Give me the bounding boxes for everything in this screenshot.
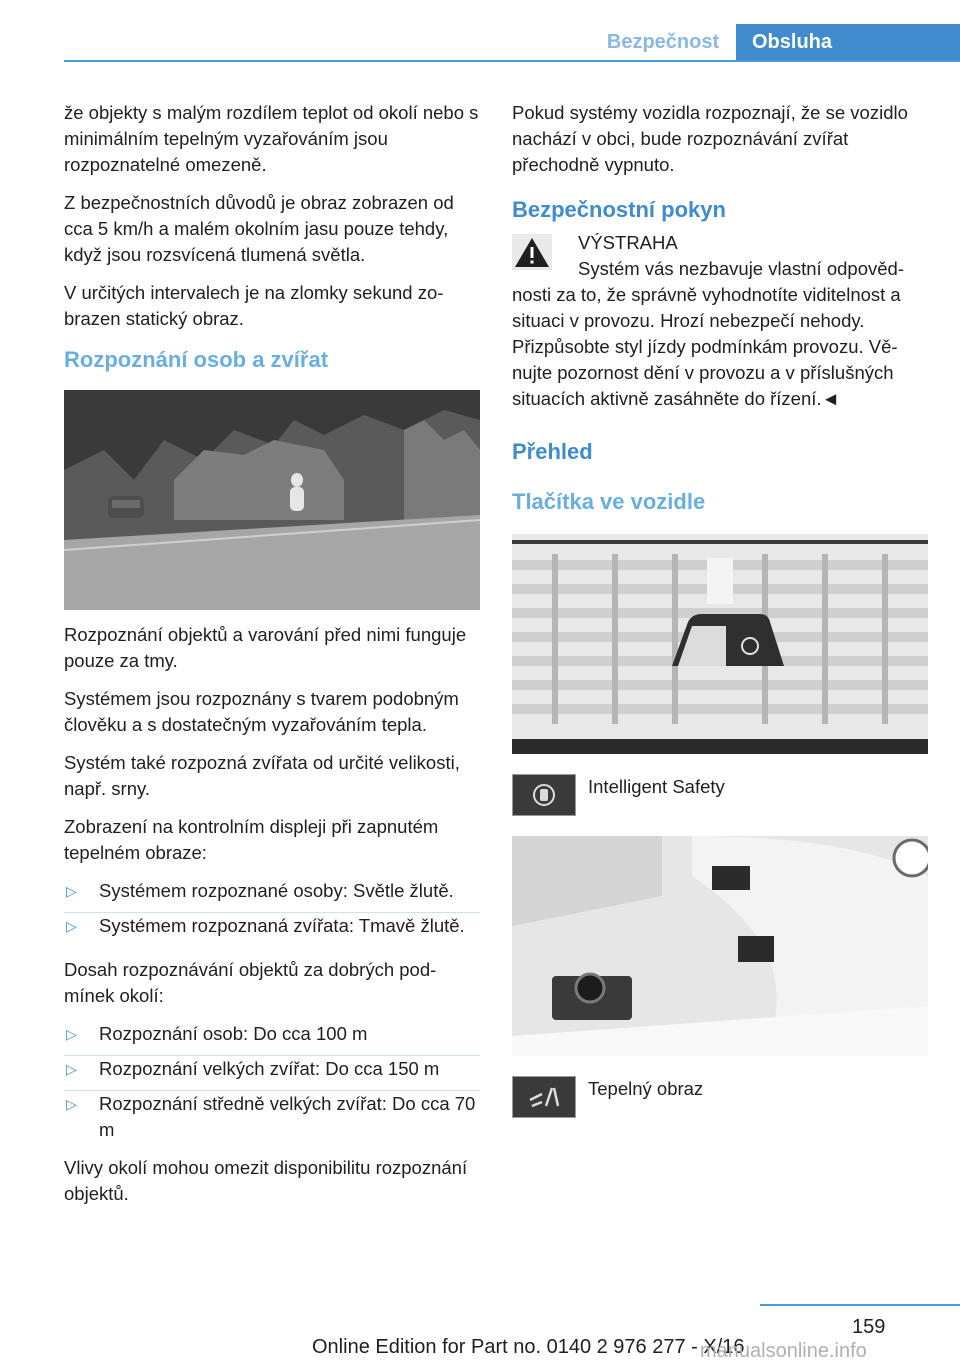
bullet-triangle-icon: ▷	[66, 918, 77, 934]
thermal-image-button-icon[interactable]	[512, 1076, 576, 1118]
section-heading-overview: Přehled	[512, 439, 593, 464]
bullet-triangle-icon: ▷	[66, 1096, 77, 1112]
intelligent-safety-row	[512, 774, 930, 816]
intelligent-safety-label: Intelligent Safety	[588, 776, 725, 797]
page-header	[0, 0, 960, 62]
right-column	[512, 100, 930, 1118]
paragraph: Rozpoznání objektů a varování před nimi funguje pouze za tmy.	[64, 624, 467, 671]
paragraph: Systém také rozpozná zvířata od určité velikosti, např. srny.	[64, 752, 460, 799]
bullet-triangle-icon: ▷	[66, 1026, 77, 1042]
warning-triangle-icon	[512, 234, 552, 270]
list-item: ▷ Rozpoznání osob: Do cca 100 m	[64, 1021, 480, 1047]
paragraph: Systémem jsou rozpoznány s tvarem podobným člověku a s dostatečným vyzařováním tepla.	[64, 688, 459, 735]
header-divider	[64, 60, 960, 62]
list-item: ▷ Systémem rozpoznaná zvířata: Tmavě žlutě.	[64, 912, 480, 939]
thermal-night-scene-image	[64, 390, 480, 610]
steering-wheel-figure	[512, 836, 928, 1056]
list-item: ▷ Rozpoznání velkých zvířat: Do cca 150 m	[64, 1055, 480, 1082]
display-colors-list	[64, 878, 480, 939]
watermark-text: manualsonline.info	[700, 1340, 867, 1362]
paragraph: Dosah rozpoznávání objektů za dobrých podmínek okolí:	[64, 959, 437, 1006]
warning-text: Systém vás nezbavuje vlastní odpovědnosti za to, že správně vyhodnotíte viditelnost a situaci v provozu. Hrozí nebezpečí nehody. Přizpůsobte styl jízdy podmínkám provozu. Věnujte pozornost dění v provozu a v příslušných situacích aktivně zasáhněte do řízení.◄	[512, 258, 904, 409]
paragraph: Pokud systémy vozidla rozpoznají, že se vozidlo nachází v obci, bude rozpoznávání zvířat přechodně vypnuto.	[512, 102, 908, 175]
bullet-triangle-icon: ▷	[66, 1061, 77, 1077]
list-item: ▷ Systémem rozpoznané osoby: Světle žlutě.	[64, 878, 480, 904]
dashboard-thermal-button-image	[512, 836, 928, 1056]
list-item: ▷ Rozpoznání středně velkých zvířat: Do cca 70 m	[64, 1090, 480, 1143]
left-column	[64, 100, 480, 1219]
paragraph: Vlivy okolí mohou omezit disponibilitu rozpoznání objektů.	[64, 1157, 468, 1204]
footer-divider	[760, 1304, 960, 1306]
section-heading-recognition: Rozpoznání osob a zvířat	[64, 347, 329, 372]
thermal-image-icon	[524, 1082, 564, 1112]
page-number: 159	[852, 1316, 886, 1338]
paragraph: že objekty s malým rozdílem teplot od okolí nebo s minimálním tepelným vyzařováním jsou rozpoznatelné omezeně.	[64, 102, 479, 175]
paragraph: Zobrazení na kontrolním displeji při zapnutém tepelném obraze:	[64, 816, 439, 863]
warning-block	[512, 230, 930, 412]
edition-text: Online Edition for Part no. 0140 2 976 277 - X/16	[312, 1336, 745, 1358]
range-list	[64, 1021, 480, 1143]
intelligent-safety-button-icon[interactable]	[512, 774, 576, 816]
section-heading-safety: Bezpečnostní pokyn	[512, 197, 726, 222]
thermal-image-figure	[64, 390, 480, 610]
paragraph: V určitých intervalech je na zlomky sekund zobrazen statický obraz.	[64, 282, 444, 329]
warning-title: VÝSTRAHA	[578, 232, 678, 253]
paragraph: Z bezpečnostních důvodů je obraz zobrazen od cca 5 km/h a malém okolním jasu pouze tehdy, když jsou rozsvícená tlumená světla.	[64, 192, 454, 265]
section-heading-buttons: Tlačítka ve vozidle	[512, 489, 706, 514]
bullet-triangle-icon: ▷	[66, 883, 77, 899]
vents-button-figure	[512, 534, 928, 754]
air-vents-image	[512, 534, 928, 754]
thermal-image-label: Tepelný obraz	[588, 1078, 704, 1099]
tab-operation[interactable]: Obsluha	[736, 24, 960, 60]
tab-security[interactable]: Bezpečnost	[606, 30, 720, 53]
thermal-image-row	[512, 1076, 930, 1118]
intelligent-safety-icon	[529, 780, 559, 810]
